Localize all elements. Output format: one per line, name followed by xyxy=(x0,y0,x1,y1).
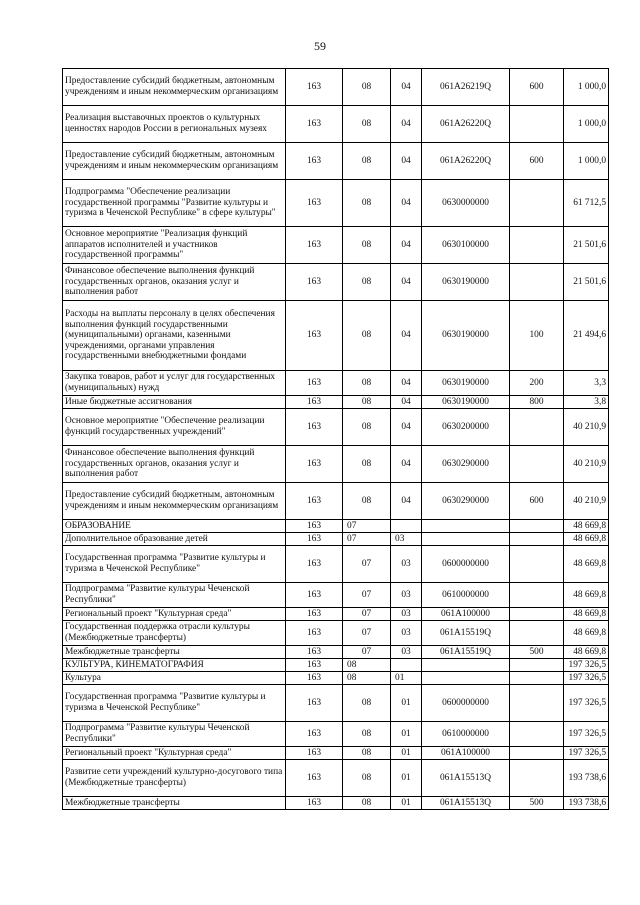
row-csr-cell xyxy=(422,659,510,672)
row-rz-cell: 08 xyxy=(343,106,391,143)
row-vr-cell: 500 xyxy=(510,646,564,659)
table-row xyxy=(63,409,609,446)
row-vr-cell xyxy=(510,659,564,672)
row-sum-cell: 21 501,6 xyxy=(564,264,609,301)
row-ved-cell: 163 xyxy=(286,747,343,760)
row-ved-cell: 163 xyxy=(286,760,343,797)
row-name-cell: ОБРАЗОВАНИЕ xyxy=(63,520,286,533)
table-row xyxy=(63,396,609,409)
row-rz-cell: 07 xyxy=(343,621,391,646)
row-rz-cell: 08 xyxy=(343,446,391,483)
row-pr-cell xyxy=(391,520,422,533)
row-csr-cell: 0630200000 xyxy=(422,409,510,446)
row-sum-cell: 197 326,5 xyxy=(564,685,609,722)
row-name-cell: Подпрограмма "Обеспечение реализации государственной программы "Развитие культуры и туризма в Чеченской Республике" в сфере культуры" xyxy=(63,180,286,227)
row-ved-cell: 163 xyxy=(286,621,343,646)
row-vr-cell xyxy=(510,760,564,797)
row-sum-cell: 3,3 xyxy=(564,371,609,396)
row-ved-cell: 163 xyxy=(286,533,343,546)
row-csr-cell: 061A15513Q xyxy=(422,797,510,810)
row-ved-cell: 163 xyxy=(286,409,343,446)
row-sum-cell: 1 000,0 xyxy=(564,69,609,106)
row-sum-cell: 21 494,6 xyxy=(564,301,609,371)
row-name-cell: Дополнительное образование детей xyxy=(63,533,286,546)
table-row xyxy=(63,371,609,396)
row-vr-cell xyxy=(510,520,564,533)
row-vr-cell xyxy=(510,672,564,685)
row-pr-cell: 03 xyxy=(391,646,422,659)
row-pr-cell: 01 xyxy=(391,760,422,797)
row-rz-cell: 08 xyxy=(343,659,391,672)
row-ved-cell: 163 xyxy=(286,301,343,371)
row-csr-cell: 061A15513Q xyxy=(422,760,510,797)
row-csr-cell: 0630100000 xyxy=(422,227,510,264)
row-vr-cell xyxy=(510,722,564,747)
table-row xyxy=(63,180,609,227)
row-csr-cell xyxy=(422,672,510,685)
row-pr-cell: 04 xyxy=(391,446,422,483)
row-rz-cell: 08 xyxy=(343,483,391,520)
table-row xyxy=(63,659,609,672)
row-ved-cell: 163 xyxy=(286,180,343,227)
row-sum-cell: 1 000,0 xyxy=(564,106,609,143)
row-vr-cell: 600 xyxy=(510,483,564,520)
row-ved-cell: 163 xyxy=(286,483,343,520)
row-csr-cell: 0630000000 xyxy=(422,180,510,227)
row-sum-cell: 48 669,8 xyxy=(564,608,609,621)
row-csr-cell: 061A26220Q xyxy=(422,106,510,143)
row-rz-cell: 07 xyxy=(343,583,391,608)
row-csr-cell: 0630190000 xyxy=(422,264,510,301)
row-name-cell: Основное мероприятие "Обеспечение реализации функций государственных учреждений" xyxy=(63,409,286,446)
row-sum-cell: 48 669,8 xyxy=(564,546,609,583)
row-rz-cell: 08 xyxy=(343,396,391,409)
row-vr-cell: 100 xyxy=(510,301,564,371)
row-csr-cell: 061A26220Q xyxy=(422,143,510,180)
table-row xyxy=(63,533,609,546)
row-vr-cell xyxy=(510,106,564,143)
table-row xyxy=(63,760,609,797)
row-csr-cell: 061A26219Q xyxy=(422,69,510,106)
row-vr-cell xyxy=(510,621,564,646)
row-ved-cell: 163 xyxy=(286,546,343,583)
row-vr-cell xyxy=(510,409,564,446)
row-name-cell: Финансовое обеспечение выполнения функций государственных органов, оказания услуг и выполнения работ xyxy=(63,264,286,301)
row-csr-cell: 0630190000 xyxy=(422,396,510,409)
row-name-cell: Государственная программа "Развитие культуры и туризма в Чеченской Республике" xyxy=(63,685,286,722)
row-pr-cell: 01 xyxy=(391,722,422,747)
row-name-cell: Предоставление субсидий бюджетным, автономным учреждениям и иным некоммерческим организациям xyxy=(63,483,286,520)
row-sum-cell: 21 501,6 xyxy=(564,227,609,264)
row-rz-cell: 08 xyxy=(343,685,391,722)
row-pr-cell: 03 xyxy=(391,608,422,621)
row-pr-cell: 01 xyxy=(391,685,422,722)
row-csr-cell: 0610000000 xyxy=(422,583,510,608)
row-sum-cell: 1 000,0 xyxy=(564,143,609,180)
row-ved-cell: 163 xyxy=(286,608,343,621)
row-name-cell: Государственная программа "Развитие культуры и туризма в Чеченской Республике" xyxy=(63,546,286,583)
row-csr-cell: 061A100000 xyxy=(422,608,510,621)
row-csr-cell: 0610000000 xyxy=(422,722,510,747)
table-row xyxy=(63,69,609,106)
row-rz-cell: 08 xyxy=(343,371,391,396)
row-vr-cell xyxy=(510,546,564,583)
row-sum-cell: 197 326,5 xyxy=(564,722,609,747)
row-name-cell: Финансовое обеспечение выполнения функций государственных органов, оказания услуг и выполнения работ xyxy=(63,446,286,483)
row-rz-cell: 07 xyxy=(343,646,391,659)
row-vr-cell xyxy=(510,583,564,608)
row-pr-cell: 04 xyxy=(391,69,422,106)
row-name-cell: Культура xyxy=(63,672,286,685)
row-sum-cell: 48 669,8 xyxy=(564,621,609,646)
table-row xyxy=(63,722,609,747)
page-number: 59 xyxy=(314,39,326,53)
row-csr-cell xyxy=(422,520,510,533)
row-pr-cell: 03 xyxy=(391,621,422,646)
row-csr-cell: 0630290000 xyxy=(422,446,510,483)
row-rz-cell: 08 xyxy=(343,797,391,810)
row-csr-cell xyxy=(422,533,510,546)
row-vr-cell: 800 xyxy=(510,396,564,409)
row-csr-cell: 0600000000 xyxy=(422,546,510,583)
row-pr-cell: 04 xyxy=(391,371,422,396)
row-pr-cell: 04 xyxy=(391,396,422,409)
table-row xyxy=(63,797,609,810)
row-sum-cell: 48 669,8 xyxy=(564,533,609,546)
row-name-cell: Реализация выставочных проектов о культурных ценностях народов России в региональных музеях xyxy=(63,106,286,143)
row-sum-cell: 3,8 xyxy=(564,396,609,409)
row-vr-cell: 600 xyxy=(510,69,564,106)
row-rz-cell: 08 xyxy=(343,301,391,371)
row-rz-cell: 07 xyxy=(343,520,391,533)
row-csr-cell: 061A15519Q xyxy=(422,646,510,659)
row-csr-cell: 061A15519Q xyxy=(422,621,510,646)
row-vr-cell xyxy=(510,747,564,760)
row-ved-cell: 163 xyxy=(286,797,343,810)
row-sum-cell: 193 738,6 xyxy=(564,797,609,810)
row-name-cell: Развитие сети учреждений культурно-досугового типа (Межбюджетные трансферты) xyxy=(63,760,286,797)
row-rz-cell: 08 xyxy=(343,760,391,797)
row-vr-cell: 600 xyxy=(510,143,564,180)
row-name-cell: КУЛЬТУРА, КИНЕМАТОГРАФИЯ xyxy=(63,659,286,672)
row-ved-cell: 163 xyxy=(286,371,343,396)
table-row xyxy=(63,264,609,301)
row-vr-cell xyxy=(510,446,564,483)
row-sum-cell: 197 326,5 xyxy=(564,659,609,672)
table-row xyxy=(63,621,609,646)
row-ved-cell: 163 xyxy=(286,264,343,301)
row-ved-cell: 163 xyxy=(286,227,343,264)
table-row xyxy=(63,520,609,533)
table-row xyxy=(63,685,609,722)
row-pr-cell: 03 xyxy=(391,583,422,608)
table-row xyxy=(63,672,609,685)
budget-table-body xyxy=(63,69,609,810)
row-sum-cell: 193 738,6 xyxy=(564,760,609,797)
row-vr-cell xyxy=(510,685,564,722)
row-ved-cell: 163 xyxy=(286,672,343,685)
row-rz-cell: 08 xyxy=(343,69,391,106)
row-sum-cell: 61 712,5 xyxy=(564,180,609,227)
row-pr-cell: 03 xyxy=(391,546,422,583)
row-sum-cell: 197 326,5 xyxy=(564,672,609,685)
row-sum-cell: 40 210,9 xyxy=(564,446,609,483)
row-pr-cell: 03 xyxy=(391,533,422,546)
row-pr-cell: 04 xyxy=(391,227,422,264)
row-ved-cell: 163 xyxy=(286,520,343,533)
row-sum-cell: 197 326,5 xyxy=(564,747,609,760)
row-pr-cell: 01 xyxy=(391,747,422,760)
row-pr-cell: 04 xyxy=(391,409,422,446)
row-pr-cell: 01 xyxy=(391,797,422,810)
row-ved-cell: 163 xyxy=(286,446,343,483)
row-vr-cell xyxy=(510,180,564,227)
row-rz-cell: 08 xyxy=(343,227,391,264)
row-ved-cell: 163 xyxy=(286,646,343,659)
row-rz-cell: 07 xyxy=(343,608,391,621)
row-rz-cell: 08 xyxy=(343,747,391,760)
table-row xyxy=(63,143,609,180)
row-sum-cell: 40 210,9 xyxy=(564,483,609,520)
row-ved-cell: 163 xyxy=(286,659,343,672)
row-name-cell: Предоставление субсидий бюджетным, автономным учреждениям и иным некоммерческим организациям xyxy=(63,143,286,180)
table-row xyxy=(63,227,609,264)
row-name-cell: Государственная поддержка отрасли культуры (Межбюджетные трансферты) xyxy=(63,621,286,646)
row-vr-cell xyxy=(510,533,564,546)
row-ved-cell: 163 xyxy=(286,583,343,608)
row-name-cell: Региональный проект "Культурная среда" xyxy=(63,608,286,621)
row-pr-cell: 04 xyxy=(391,143,422,180)
row-csr-cell: 0630190000 xyxy=(422,301,510,371)
table-row xyxy=(63,446,609,483)
row-pr-cell: 01 xyxy=(391,672,422,685)
row-vr-cell xyxy=(510,608,564,621)
row-ved-cell: 163 xyxy=(286,685,343,722)
row-csr-cell: 0600000000 xyxy=(422,685,510,722)
row-rz-cell: 07 xyxy=(343,533,391,546)
row-vr-cell: 500 xyxy=(510,797,564,810)
row-rz-cell: 07 xyxy=(343,546,391,583)
row-rz-cell: 08 xyxy=(343,264,391,301)
table-row xyxy=(63,546,609,583)
row-pr-cell: 04 xyxy=(391,301,422,371)
row-ved-cell: 163 xyxy=(286,396,343,409)
row-sum-cell: 48 669,8 xyxy=(564,520,609,533)
row-rz-cell: 08 xyxy=(343,722,391,747)
row-name-cell: Иные бюджетные ассигнования xyxy=(63,396,286,409)
table-row xyxy=(63,608,609,621)
row-csr-cell: 061A100000 xyxy=(422,747,510,760)
row-vr-cell: 200 xyxy=(510,371,564,396)
row-name-cell: Региональный проект "Культурная среда" xyxy=(63,747,286,760)
row-sum-cell: 48 669,8 xyxy=(564,646,609,659)
table-row xyxy=(63,583,609,608)
row-sum-cell: 48 669,8 xyxy=(564,583,609,608)
table-row xyxy=(63,747,609,760)
table-row xyxy=(63,646,609,659)
row-rz-cell: 08 xyxy=(343,409,391,446)
table-row xyxy=(63,301,609,371)
row-name-cell: Межбюджетные трансферты xyxy=(63,797,286,810)
row-vr-cell xyxy=(510,227,564,264)
row-ved-cell: 163 xyxy=(286,106,343,143)
row-pr-cell: 04 xyxy=(391,264,422,301)
row-pr-cell: 04 xyxy=(391,106,422,143)
row-pr-cell: 04 xyxy=(391,180,422,227)
row-csr-cell: 0630190000 xyxy=(422,371,510,396)
row-name-cell: Подпрограмма "Развитие культуры Чеченской Республики" xyxy=(63,722,286,747)
row-name-cell: Подпрограмма "Развитие культуры Чеченской Республики" xyxy=(63,583,286,608)
row-name-cell: Закупка товаров, работ и услуг для государственных (муниципальных) нужд xyxy=(63,371,286,396)
row-rz-cell: 08 xyxy=(343,180,391,227)
row-rz-cell: 08 xyxy=(343,672,391,685)
row-sum-cell: 40 210,9 xyxy=(564,409,609,446)
row-ved-cell: 163 xyxy=(286,69,343,106)
row-ved-cell: 163 xyxy=(286,143,343,180)
row-vr-cell xyxy=(510,264,564,301)
table-row xyxy=(63,106,609,143)
row-csr-cell: 0630290000 xyxy=(422,483,510,520)
budget-table xyxy=(62,68,609,810)
row-rz-cell: 08 xyxy=(343,143,391,180)
row-ved-cell: 163 xyxy=(286,722,343,747)
row-name-cell: Межбюджетные трансферты xyxy=(63,646,286,659)
row-name-cell: Расходы на выплаты персоналу в целях обеспечения выполнения функций государственными (муниципальными) органами, казенными учреждениями, органами управления государственными внебюджетными фондами xyxy=(63,301,286,371)
row-name-cell: Предоставление субсидий бюджетным, автономным учреждениям и иным некоммерческим организациям xyxy=(63,69,286,106)
row-pr-cell xyxy=(391,659,422,672)
row-pr-cell: 04 xyxy=(391,483,422,520)
table-row xyxy=(63,483,609,520)
row-name-cell: Основное мероприятие "Реализация функций аппаратов исполнителей и участников государственной программы" xyxy=(63,227,286,264)
